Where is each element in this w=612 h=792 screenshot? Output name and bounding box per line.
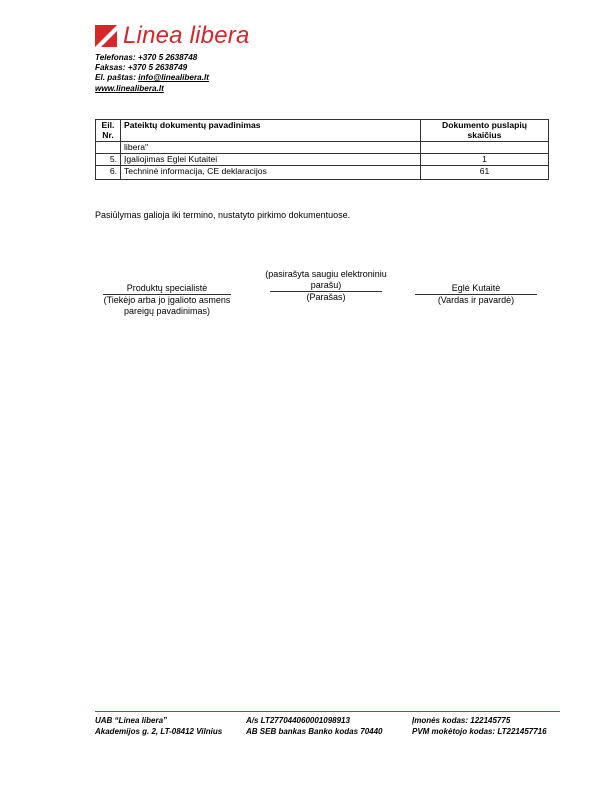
website-link[interactable]: www.linealibera.lt <box>95 83 164 93</box>
name-value: Eglė Kutaitė <box>451 283 501 293</box>
contact-block <box>95 53 209 94</box>
header-no: Eil. Nr. <box>96 120 121 142</box>
table-row <box>96 166 549 180</box>
footer-company: UAB “Linea libera” <box>95 716 168 725</box>
footer-address: Akademijos g. 2, LT-08412 Vilnius <box>95 726 223 736</box>
table-row <box>96 154 549 166</box>
signature-position <box>88 283 246 317</box>
cell-no <box>96 142 121 154</box>
documents-table <box>95 119 549 180</box>
signature-caption: (Parašas) <box>306 292 346 302</box>
fax-text: Faksas: +370 5 2638749 <box>95 63 188 73</box>
cell-pages <box>421 142 549 154</box>
header-pages: Dokumento puslapių skaičius <box>421 120 549 142</box>
cell-name: Įgaliojimas Eglei Kutaitei <box>121 154 421 166</box>
position-value: Produktų specialistė <box>126 283 208 293</box>
cell-no: 5. <box>96 154 121 166</box>
company-logo <box>95 24 250 48</box>
logo-text: Linea libera <box>123 22 250 49</box>
cell-pages: 61 <box>421 166 549 180</box>
footer-account: A/s LT277044060001098913 <box>246 716 350 725</box>
footer-vat-code: PVM mokėtojo kodas: LT221457716 <box>412 726 547 736</box>
table-row <box>96 142 549 154</box>
footer-bank: AB SEB bankas Banko kodas 70440 <box>246 726 383 736</box>
logo-mark-icon <box>95 25 117 47</box>
email-line <box>95 73 209 83</box>
signature-name <box>410 283 542 306</box>
signature-sign <box>262 269 390 303</box>
phone-text: Telefonas: +370 5 2638748 <box>95 53 198 62</box>
validity-text: Pasiūlymas galioja iki termino, nustatyto pirkimo dokumentuose. <box>95 210 351 220</box>
footer-company-col <box>95 716 222 737</box>
cell-name: Techninė informacija, CE deklaracijos <box>121 166 421 180</box>
position-caption: (Tiekėjo arba jo įgalioto asmens pareigų pavadinimas) <box>103 295 231 316</box>
table-header-row <box>96 120 549 142</box>
footer-company-code: Įmonės kodas: 122145775 <box>412 716 511 725</box>
footer-codes-col <box>412 716 547 737</box>
name-caption: (Vardas ir pavardė) <box>437 295 515 305</box>
header-name: Pateiktų dokumentų pavadinimas <box>121 120 421 142</box>
footer-bank-col <box>246 716 383 737</box>
cell-no: 6. <box>96 166 121 180</box>
email-label: El. paštas: <box>95 73 139 83</box>
email-link[interactable]: info@linealibera.lt <box>138 73 209 83</box>
footer-divider <box>95 711 560 712</box>
cell-pages: 1 <box>421 154 549 166</box>
signature-value: (pasirašyta saugiu elektroniniu parašu) <box>265 269 387 290</box>
cell-name: libera" <box>121 142 421 154</box>
